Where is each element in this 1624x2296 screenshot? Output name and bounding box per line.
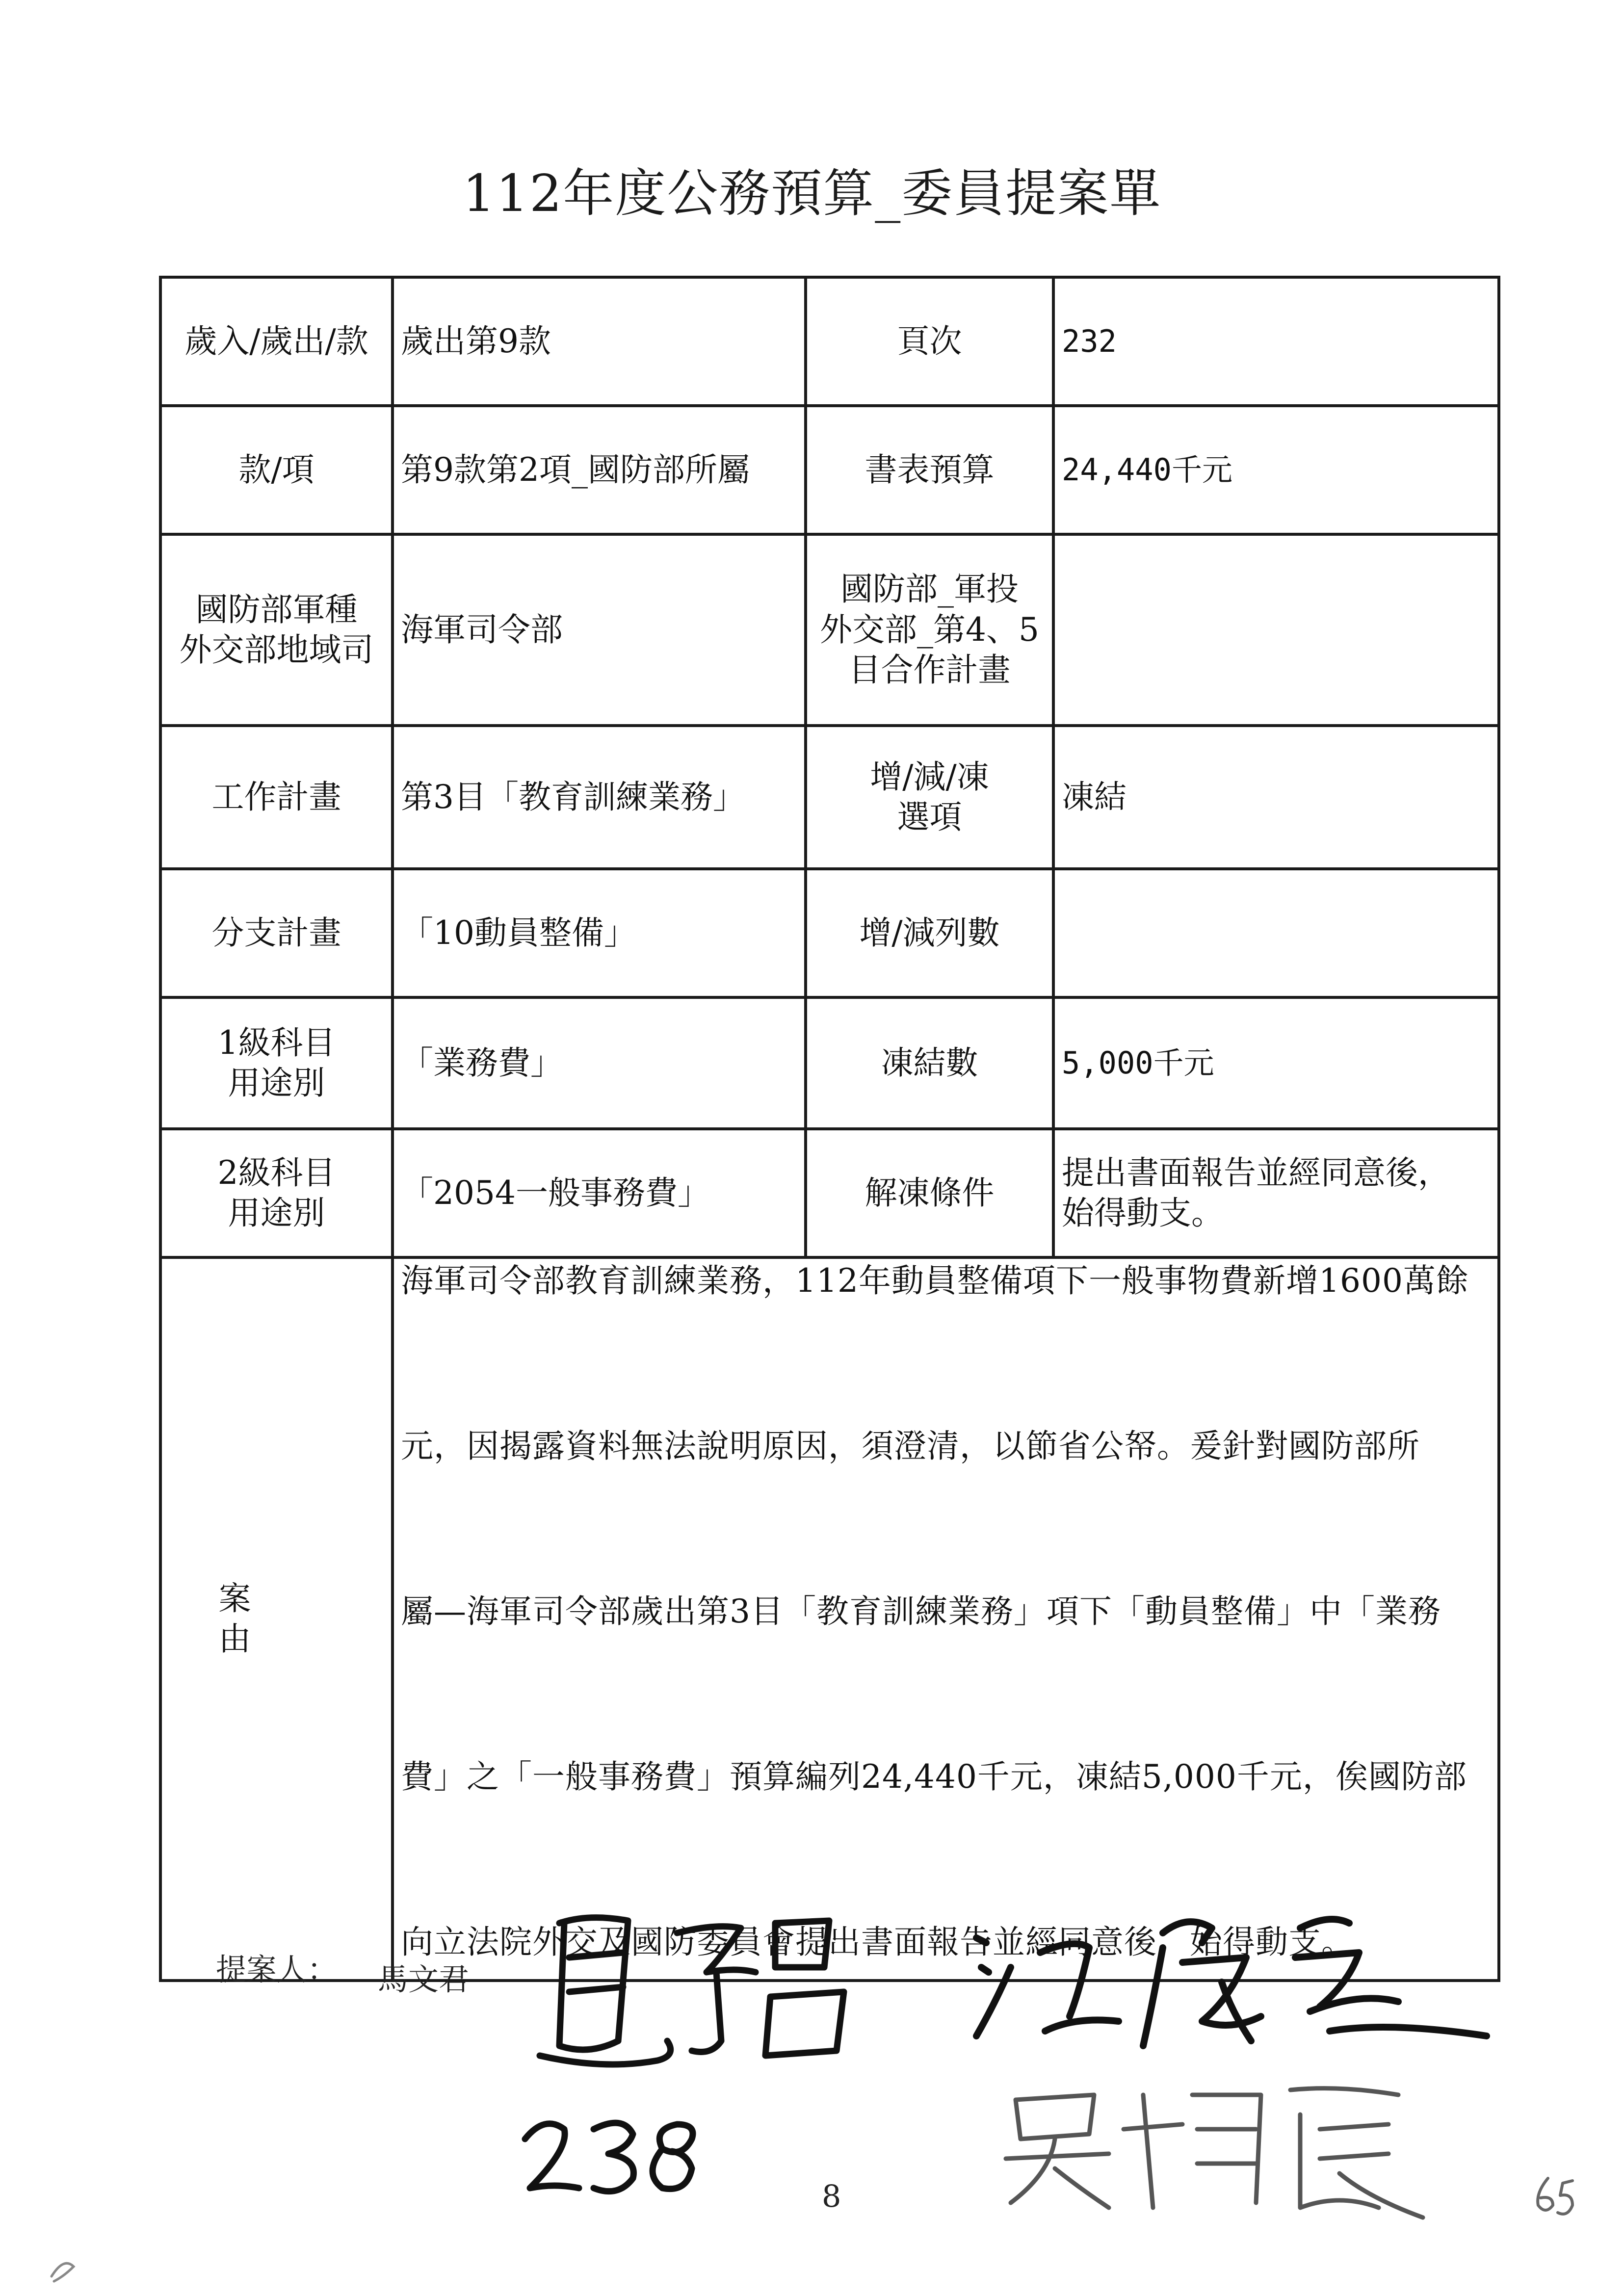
value-line: 提出書面報告並經同意後， <box>1062 1153 1450 1192</box>
category-label: 歲入/歲出/款 <box>160 277 393 406</box>
value-line: 始得動支。 <box>1062 1194 1224 1232</box>
frozen-amount-value: 5,000千元 <box>1053 997 1499 1129</box>
page-ref-label: 頁次 <box>806 277 1053 406</box>
handwritten-signature-3 <box>996 2075 1438 2232</box>
handwritten-corner-number <box>1528 2168 1582 2222</box>
reason-line: 屬—海軍司令部歲出第3目「教育訓練業務」項下「動員整備」中「業務 <box>401 1592 1441 1630</box>
item-label: 款/項 <box>160 406 393 534</box>
proposer-name: 馬文君 <box>378 1961 470 1997</box>
table-row <box>160 869 1499 997</box>
unfreeze-condition-label: 解凍條件 <box>806 1129 1053 1257</box>
reason-text <box>393 1257 1499 1981</box>
label-line: 增/減/凍 <box>870 757 989 796</box>
budget-label: 書表預算 <box>806 406 1053 534</box>
level2-subject-label <box>160 1129 393 1257</box>
label-line: 目合作計畫 <box>848 651 1011 689</box>
reason-line: 元，因揭露資料無法說明原因，須澄清，以節省公帑。爰針對國防部所 <box>401 1427 1420 1465</box>
reason-label: 案由 <box>160 1257 393 1981</box>
level2-subject-value: 「2054一般事務費」 <box>393 1129 806 1257</box>
reason-line: 海軍司令部教育訓練業務，112年動員整備項下一般事物費新增1600萬餘 <box>401 1262 1469 1300</box>
page-number: 8 <box>822 2178 841 2214</box>
cooperation-plan-label <box>806 534 1053 726</box>
label-line: 2級科目 <box>217 1153 336 1192</box>
handwritten-signature-1 <box>530 1894 873 2080</box>
label-line: 1級科目 <box>217 1023 336 1062</box>
frozen-amount-label: 凍結數 <box>806 997 1053 1129</box>
branch-plan-label: 分支計畫 <box>160 869 393 997</box>
handwritten-signature-2 <box>957 1884 1506 2070</box>
work-plan-value: 第3目「教育訓練業務」 <box>393 726 806 869</box>
label-line: 國防部_軍投 <box>840 570 1019 608</box>
table-row <box>160 1257 1499 1981</box>
service-branch-label <box>160 534 393 726</box>
category-value: 歲出第9款 <box>393 277 806 406</box>
change-amount-value <box>1053 869 1499 997</box>
label-line: 用途別 <box>228 1064 325 1102</box>
label-line: 選項 <box>897 798 962 836</box>
service-branch-value: 海軍司令部 <box>393 534 806 726</box>
table-row <box>160 406 1499 534</box>
handwritten-number <box>515 2095 721 2213</box>
action-option-value: 凍結 <box>1053 726 1499 869</box>
label-line: 外交部地域司 <box>179 631 374 669</box>
budget-value: 24,440千元 <box>1053 406 1499 534</box>
unfreeze-condition-value <box>1053 1129 1499 1257</box>
reason-line: 向立法院外交及國防委員會提出書面報告並經同意後，始得動支。 <box>401 1923 1354 1961</box>
item-value: 第9款第2項_國防部所屬 <box>393 406 806 534</box>
page-title: 112年度公務預算_委員提案單 <box>462 163 1162 223</box>
reason-line: 費」之「一般事務費」預算編列24,440千元，凍結5,000千元，俟國防部 <box>401 1758 1467 1796</box>
stray-mark <box>44 2247 83 2286</box>
proposal-form-table <box>159 276 1500 1982</box>
page-ref-value: 232 <box>1053 277 1499 406</box>
label-line: 外交部_第4、5 <box>820 610 1039 649</box>
label-line: 國防部軍種 <box>195 590 358 628</box>
work-plan-label: 工作計畫 <box>160 726 393 869</box>
level1-subject-value: 「業務費」 <box>393 997 806 1129</box>
table-row <box>160 1129 1499 1257</box>
cooperation-plan-value <box>1053 534 1499 726</box>
level1-subject-label <box>160 997 393 1129</box>
table-row <box>160 997 1499 1129</box>
table-row <box>160 277 1499 406</box>
proposer-label: 提案人： <box>216 1952 338 1987</box>
branch-plan-value: 「10動員整備」 <box>393 869 806 997</box>
action-option-label <box>806 726 1053 869</box>
table-row <box>160 726 1499 869</box>
change-amount-label: 增/減列數 <box>806 869 1053 997</box>
table-row <box>160 534 1499 726</box>
label-line: 用途別 <box>228 1194 325 1232</box>
